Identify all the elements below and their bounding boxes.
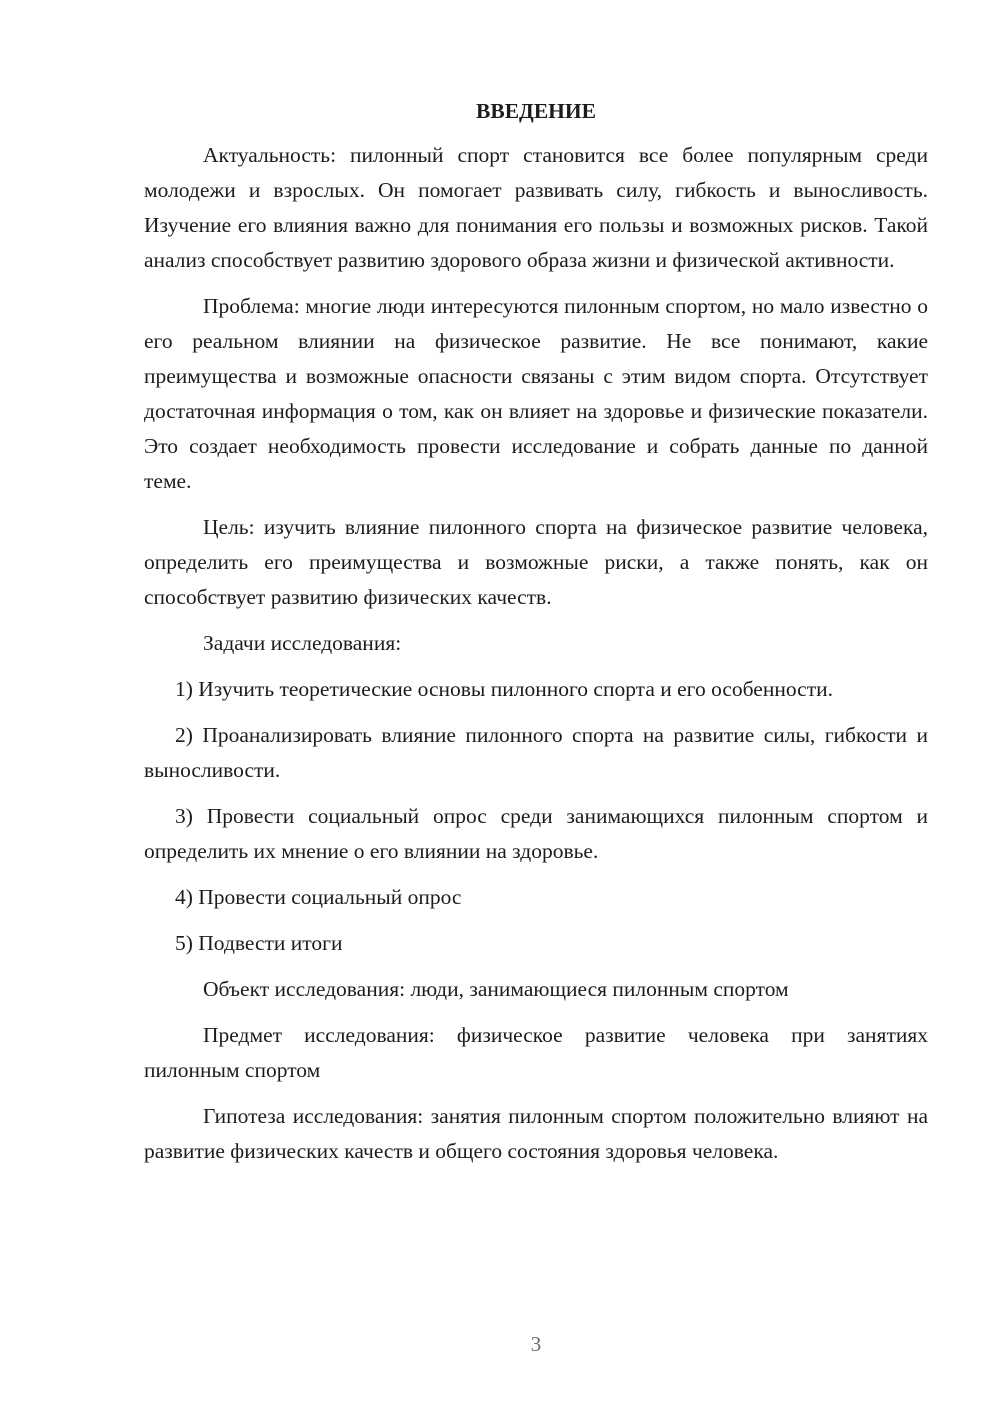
task-item: 3) Провести социальный опрос среди занимающихся пилонным спортом и определить их мнение о его влиянии на здоровье. xyxy=(144,804,928,863)
subject-paragraph: Предмет исследования: физическое развитие человека при занятиях пилонным спортом xyxy=(144,1023,928,1082)
relevance-paragraph: Актуальность: пилонный спорт становится все более популярным среди молодежи и взрослых. Он помогает развивать силу, гибкость и выносливость. Изучение его влияния важно для понимания его пользы и возможных рисков. Такой анализ способствует развитию здорового образа жизни и физической активности. xyxy=(144,143,928,272)
task-item: 4) Провести социальный опрос xyxy=(175,885,462,909)
page-number: 3 xyxy=(530,1332,542,1356)
tasks-heading: Задачи исследования: xyxy=(203,631,402,655)
task-item: 1) Изучить теоретические основы пилонного спорта и его особенности. xyxy=(175,677,833,701)
tasks-list xyxy=(144,672,928,961)
section-title: ВВЕДЕНИЕ xyxy=(476,99,596,123)
object-paragraph: Объект исследования: люди, занимающиеся пилонным спортом xyxy=(203,977,789,1001)
hypothesis-paragraph: Гипотеза исследования: занятия пилонным спортом положительно влияют на развитие физических качеств и общего состояния здоровья человека. xyxy=(144,1104,928,1163)
problem-paragraph: Проблема: многие люди интересуются пилонным спортом, но мало известно о его реальном влиянии на физическое развитие. Не все понимают, какие преимущества и возможные опасности связаны с этим видом спорта. Отсутствует достаточная информация о том, как он влияет на здоровье и физические показатели. Это создает необходимость провести исследование и собрать данные по данной теме. xyxy=(144,294,928,493)
page-content xyxy=(144,96,928,1180)
task-item: 5) Подвести итоги xyxy=(175,931,343,955)
task-item: 2) Проанализировать влияние пилонного спорта на развитие силы, гибкости и выносливости. xyxy=(144,723,928,782)
goal-paragraph: Цель: изучить влияние пилонного спорта на физическое развитие человека, определить его преимущества и возможные риски, а также понять, как он способствует развитию физических качеств. xyxy=(144,515,928,609)
